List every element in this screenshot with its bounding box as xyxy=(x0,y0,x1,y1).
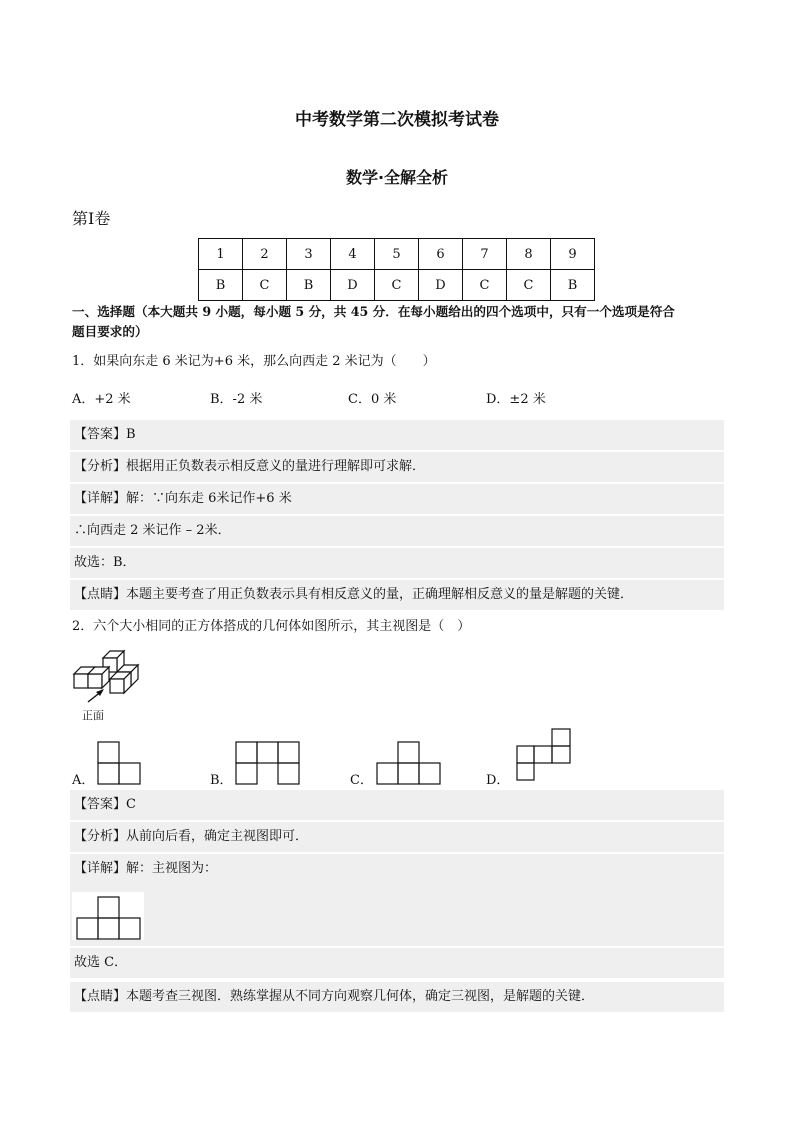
table-cell: C xyxy=(463,270,507,301)
q1-detail-line2: ∴向西走 2 米记作 – 2米． xyxy=(70,516,724,546)
table-cell: 8 xyxy=(507,239,551,270)
table-cell: C xyxy=(375,270,419,301)
q1-option-c: C．0 米 xyxy=(348,392,397,407)
question-1-stem: 1．如果向东走 6 米记为+6 米，那么向西走 2 米记为（ ） xyxy=(72,354,436,369)
table-cell: 2 xyxy=(243,239,287,270)
section-heading-line1: 一、选择题（本大题共 9 小题，每小题 5 分，共 45 分．在每小题给出的四个选项中，只有一个选项是符合 xyxy=(72,304,675,319)
table-cell: D xyxy=(419,270,463,301)
table-cell: B xyxy=(551,270,595,301)
q1-analysis: 【分析】根据用正负数表示相反意义的量进行理解即可求解． xyxy=(70,452,724,482)
q2-option-b-label: B． xyxy=(210,773,233,788)
table-cell: 7 xyxy=(463,239,507,270)
section-heading xyxy=(72,302,732,342)
table-cell: D xyxy=(331,270,375,301)
table-cell: 9 xyxy=(551,239,595,270)
q1-choice: 故选：B． xyxy=(70,548,724,578)
q2-comment: 【点睛】本题考查三视图．熟练掌握从不同方向观察几何体，确定三视图，是解题的关键． xyxy=(70,982,724,1012)
exam-title: 中考数学第二次模拟考试卷 xyxy=(295,110,499,130)
table-cell: 1 xyxy=(199,239,243,270)
q1-answer: 【答案】B xyxy=(70,420,724,450)
q2-option-d-label: D． xyxy=(486,773,510,788)
exam-subtitle: 数学·全解全析 xyxy=(345,168,449,187)
q1-comment: 【点睛】本题主要考查了用正负数表示具有相反意义的量，正确理解相反意义的量是解题的关键． xyxy=(70,580,724,610)
table-cell: 6 xyxy=(419,239,463,270)
q1-detail-line1: 【详解】解：∵向东走 6米记作+6 米 xyxy=(70,484,724,514)
table-cell: 5 xyxy=(375,239,419,270)
q2-option-c-figure xyxy=(376,741,442,785)
q1-option-b: B．-2 米 xyxy=(210,392,263,407)
cube-solid-figure xyxy=(70,646,160,708)
q2-analysis: 【分析】从前向后看，确定主视图即可． xyxy=(70,822,724,852)
q2-option-c-label: C． xyxy=(350,773,373,788)
q2-answer: 【答案】C xyxy=(70,790,724,820)
section-heading-line2: 题目要求的） xyxy=(72,324,148,339)
question-2-stem: 2．六个大小相同的正方体搭成的几何体如图所示，其主视图是（ ） xyxy=(72,619,471,634)
q2-option-d-figure xyxy=(516,728,572,782)
volume-label: 第Ⅰ卷 xyxy=(72,209,111,228)
table-cell: B xyxy=(199,270,243,301)
q2-choice: 故选 C． xyxy=(70,948,724,978)
answer-table-numbers-row xyxy=(199,239,595,270)
q2-solution-figure-row xyxy=(70,884,724,946)
table-cell: 4 xyxy=(331,239,375,270)
q2-option-a-label: A． xyxy=(72,773,95,788)
table-cell: C xyxy=(507,270,551,301)
q1-option-a: A．+2 米 xyxy=(72,392,131,407)
table-cell: 3 xyxy=(287,239,331,270)
answer-table xyxy=(198,238,595,301)
q1-option-d: D．±2 米 xyxy=(486,392,546,407)
q2-option-a-figure xyxy=(97,741,141,785)
table-cell: B xyxy=(287,270,331,301)
front-view-label: 正面 xyxy=(82,709,104,722)
q2-solution-front-view xyxy=(76,896,142,940)
q2-option-b-figure xyxy=(235,741,301,785)
answer-table-answers-row xyxy=(199,270,595,301)
q2-detail-line1: 【详解】解：主视图为： xyxy=(70,854,724,884)
table-cell: C xyxy=(243,270,287,301)
